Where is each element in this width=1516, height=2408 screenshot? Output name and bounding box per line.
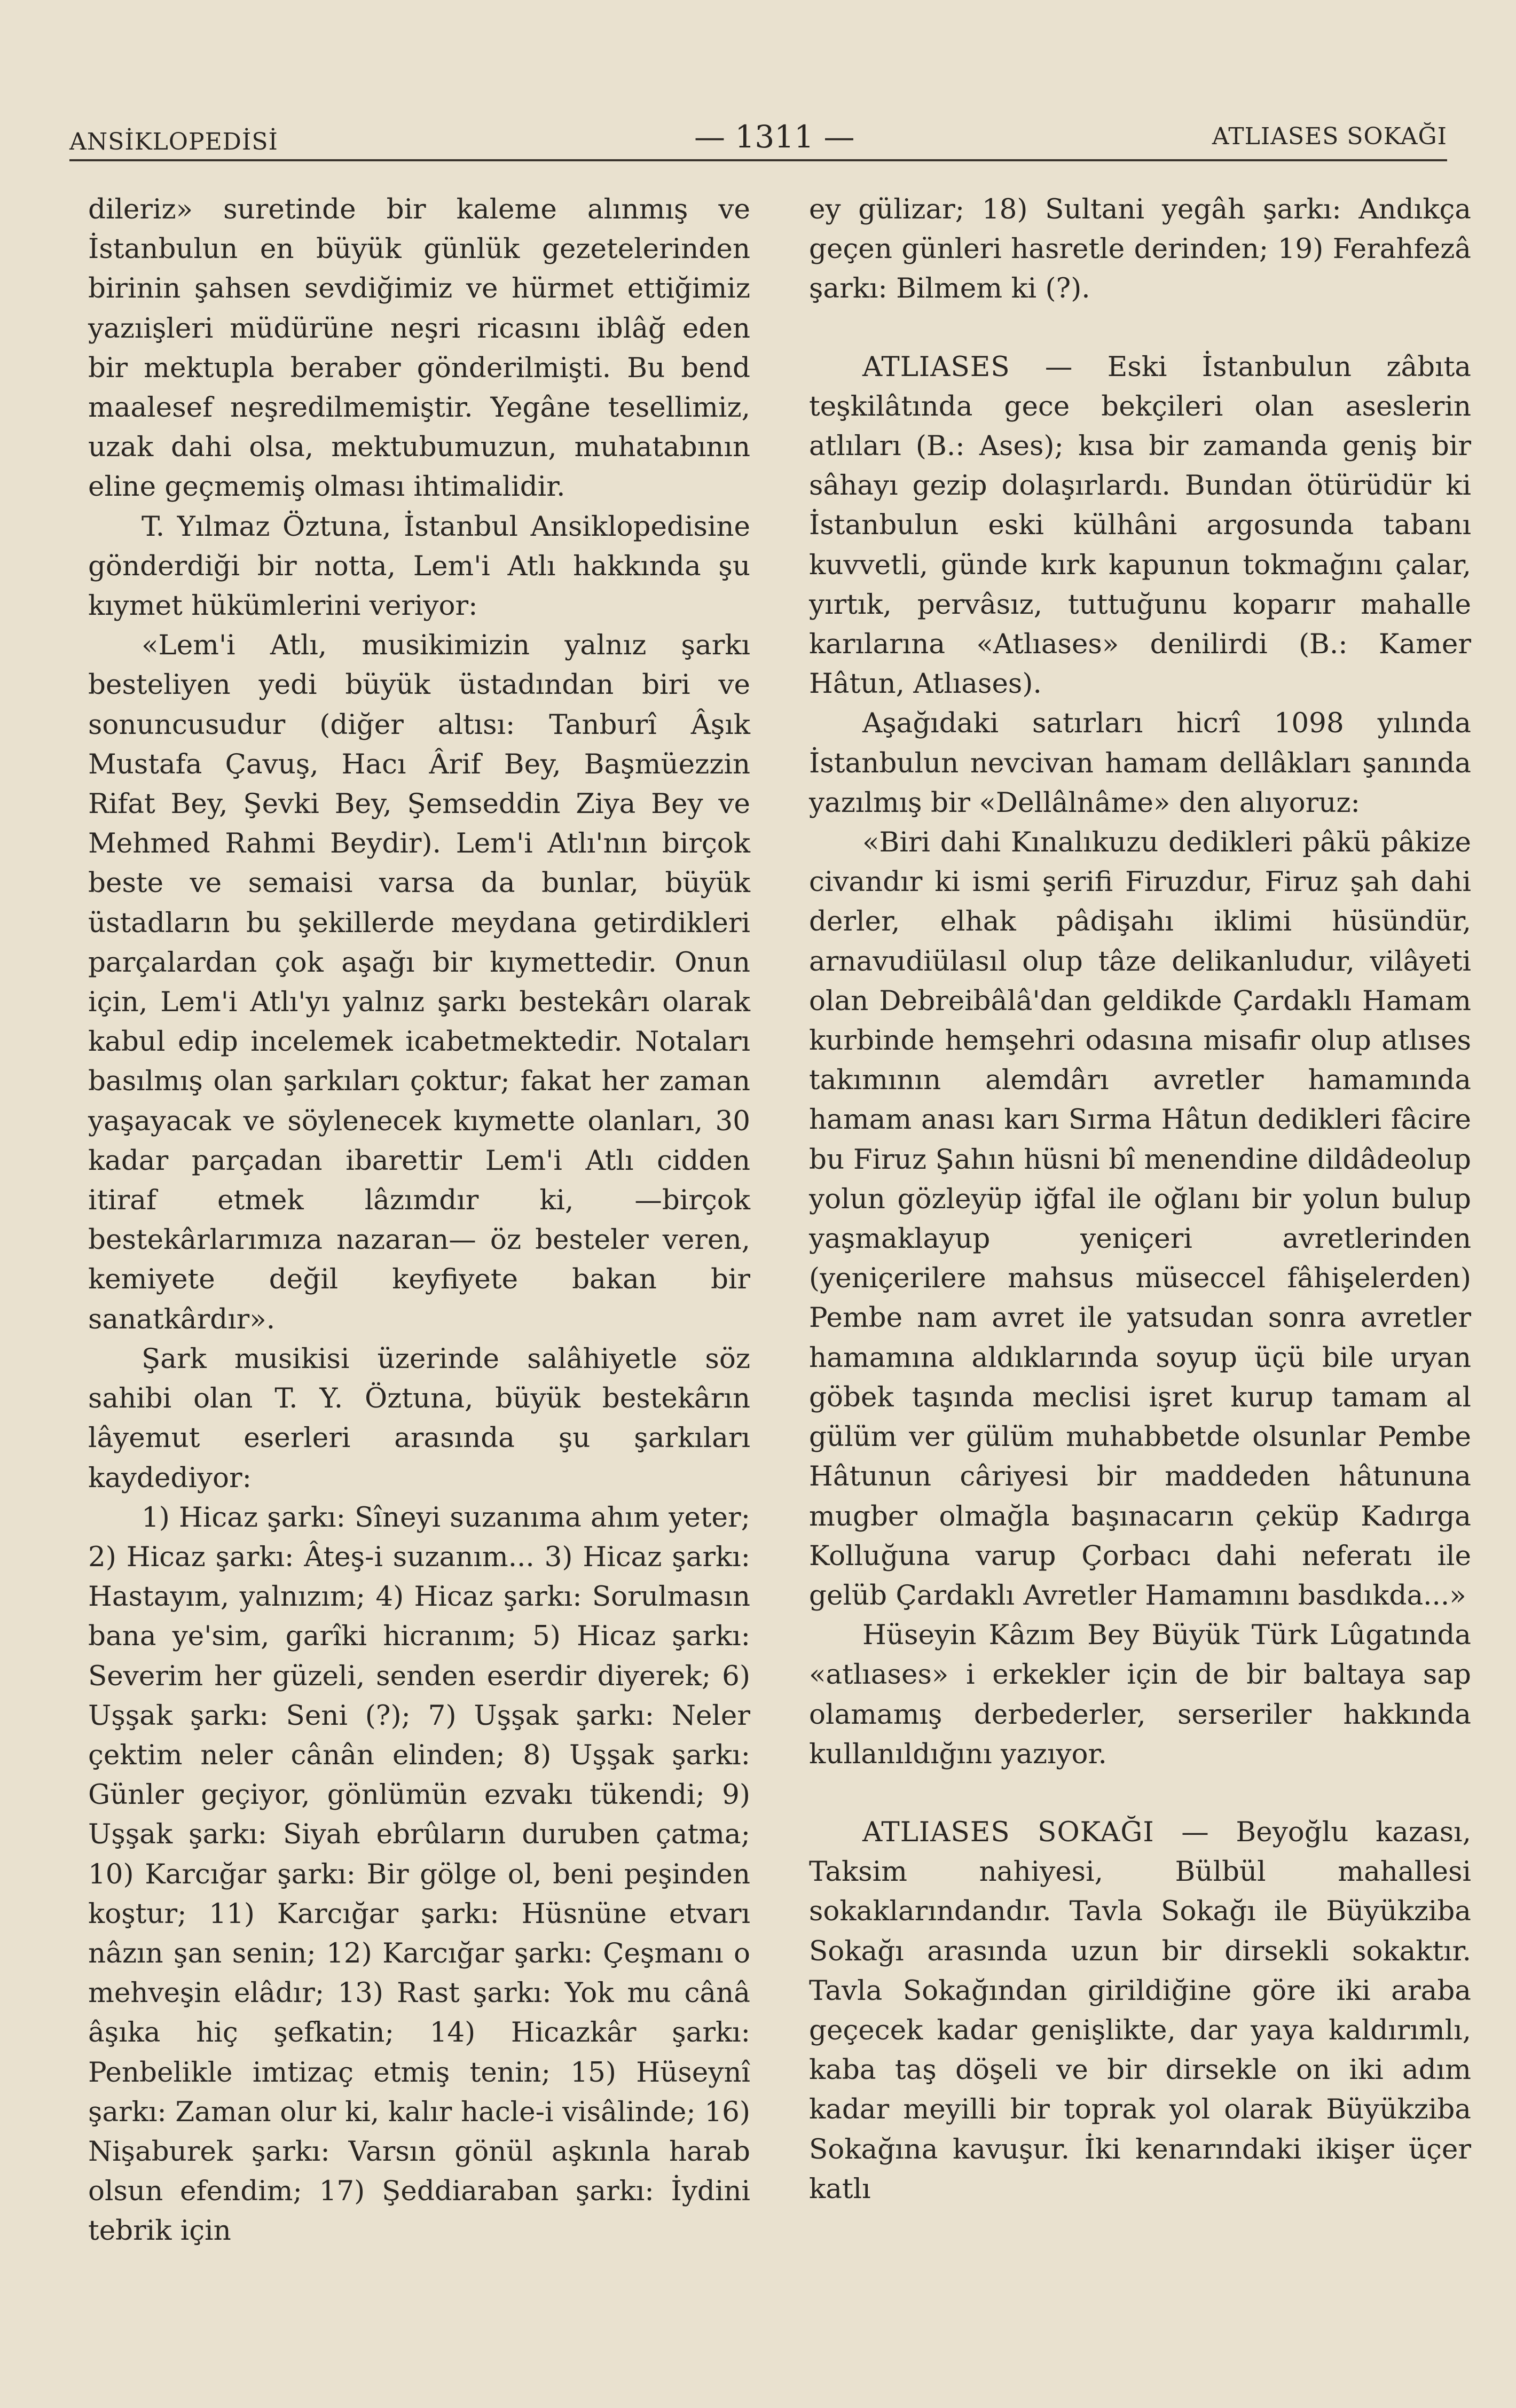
song-list: 1) Hicaz şarkı: Sîneyi suzanıma ahım yeter; 2) Hicaz şarkı: Âteş-i suzanım... 3) Hicaz şarkı: Hastayım, yalnızım; 4) Hicaz şarkı: Sorulmasın bana ye'sim, garîki hicranım; 5) Hicaz şarkı: Severim her güzeli, senden eserdir diyerek; 6) Uşşak şarkı: Seni (?); 7) Uşşak şarkı: Neler çektim neler cânân elinden; 8) Uşşak şarkı: Günler geçiyor, gönlümün ezvakı tükendi; 9) Uşşak şarkı: Siyah ebrûların duruben çatma; 10) Karcığar şarkı: Bir gölge ol, beni peşinden koştur; 11) Karcığar şarkı: Hüsnüne etvarı nâzın şan senin; 12) Karcığar şarkı: Çeşmanı o mehveşin elâdır; 13) Rast şarkı: Yok mu cânâ âşıka hiç şefkatin; 14) Hicazkâr şarkı: Penbelikle imtizaç etmiş tenin; 15) Hüseynî şarkı: Zaman olur ki, kalır hacle-i visâlinde; 16) Nişaburek şarkı: Varsın gönül aşkınla harab olsun efendim; 17) Şeddiaraban şarkı: İydini tebrik için (88, 1501, 750, 2247)
paragraph: ey gülizar; 18) Sultani yegâh şarkı: Andıkça geçen günleri hasretle derinden; 19) Ferahfezâ şarkı: Bilmem ki (?). (809, 193, 1471, 305)
page-number: — 1311 — (694, 119, 855, 155)
entry-headword: ATLIASES (862, 350, 1010, 383)
quote-paragraph: «Biri dahi Kınalıkuzu dedikleri pâkü pâkize civandır ki ismi şerifi Firuzdur, Firuz şah dahi derler, elhak pâdişahı iklimi hüsündür, arnavudiülasıl olup tâze delikanludur, vilâyeti olan Debreibâlâ'dan geldikde Çardaklı Hamam kurbinde hemşehri odasına misafir olup atlıses takımının alemdârı avretler hamamında hamam anası karı Sırma Hâtun dedikleri fâcire bu Firuz Şahın hüsni bî menendine dildâdeolup yolun gözleyüp iğfal ile oğlanı bir yolun bulup yaşmaklayup yeniçeri avretlerinden (yeniçerilere mahsus müseccel fâhişelerden) Pembe nam avret ile yatsudan sonra avretler hamamına aldıklarında soyup üçü bile uryan göbek taşında meclisi işret kurup tamam al gülüm ver gülüm muhabbetde olsunlar Pembe Hâtunun câriyesi bir maddeden hâtununa mugber olmağla başınacarın çeküp Kadırga Kolluğuna varup Çorbacı dahi neferatı ile gelüb Çardaklı Avretler Hamamını basdıkda...» (809, 826, 1471, 1612)
left-column (88, 190, 750, 2251)
header-rule (69, 159, 1447, 161)
entry-atliases-sokagi (809, 1812, 1471, 2209)
paragraph: Aşağıdaki satırları hicrî 1098 yılında İstanbulun nevcivan hamam dellâkları şanında yazılmış bir «Dellâlnâme» den alıyoruz: (809, 707, 1471, 819)
paragraph: dileriz» suretinde bir kaleme alınmış ve İstanbulun en büyük günlük gezetelerinden birinin şahsen sevdiğimiz ve hürmet ettiğimiz yazıişleri müdürüne neşri ricasını iblâğ eden bir mektupla beraber gönderilmişti. Bu bend maalesef neşredilmemiştir. Yegâne tesellimiz, uzak dahi olsa, mektubumuzun, muhatabının eline geçmemiş olması ihtimalidir. (88, 193, 750, 503)
paragraph: Hüseyin Kâzım Bey Büyük Türk Lûgatında «atlıases» i erkekler için de bir baltaya sap olamamış derbederler, serseriler hakkında kullanıldığını yazıyor. (809, 1619, 1471, 1770)
page-header (69, 112, 1447, 155)
entry-atliases (809, 347, 1471, 704)
entry-headword: ATLIASES SOKAĞI (862, 1816, 1154, 1848)
right-column (809, 190, 1471, 2209)
entry-text: — Beyoğlu kazası, Taksim nahiyesi, Bülbül mahallesi sokaklarındandır. Tavla Sokağı ile Büyükziba Sokağı arasında uzun bir dirsekli sokaktır. Tavla Sokağından girildiğine göre iki araba geçecek kadar genişlikte, dar yaya kaldırımlı, kaba taş döşeli ve bir dirsekle on iki adım kadar meyilli bir toprak yol olarak Büyükziba Sokağına kavuşur. İki kenarındaki ikişer üçer katlı (809, 1816, 1471, 2205)
header-encyclopedia-title: ANSİKLOPEDİSİ (69, 128, 278, 155)
quote-paragraph: «Lem'i Atlı, musikimizin yalnız şarkı besteliyen yedi büyük üstadından biri ve sonuncusudur (diğer altısı: Tanburî Âşık Mustafa Çavuş, Hacı Ârif Bey, Başmüezzin Rifat Bey, Şevki Bey, Şemseddin Ziya Bey ve Mehmed Rahmi Beydir). Lem'i Atlı'nın birçok beste ve semaisi varsa da bunlar, büyük üstadların bu şekillerde meydana getirdikleri parçalardan çok aşağı bir kıymettedir. Onun için, Lem'i Atlı'yı yalnız şarkı bestekârı olarak kabul edip incelemek icabetmektedir. Notaları basılmış olan şarkıları çoktur; fakat her zaman yaşayacak ve söylenecek kıymette olanları, 30 kadar parçadan ibarettir Lem'i Atlı cidden itiraf etmek lâzımdır ki, —birçok bestekârlarımıza nazaran— öz besteler veren, kemiyete değil keyfiyete bakan bir sanatkârdır». (88, 629, 750, 1335)
paragraph: Şark musikisi üzerinde salâhiyetle söz sahibi olan T. Y. Öztuna, büyük bestekârın lâyemut eserleri arasında şu şarkıları kaydediyor: (88, 1342, 750, 1494)
paragraph: T. Yılmaz Öztuna, İstanbul Ansiklopedisine gönderdiği bir notta, Lem'i Atlı hakkında şu kıymet hükümlerini veriyor: (88, 510, 750, 622)
entry-text: — Eski İstanbulun zâbıta teşkilâtında gece bekçileri olan aseslerin atlıları (B.: Ases); kısa bir zamanda geniş bir sâhayı gezip dolaşırlardı. Bundan ötürüdür ki İstanbulun eski külhâni argosunda tabanı kuvvetli, günde kırk kapunun tokmağını çalar, yırtık, pervâsız, tuttuğunu koparır mahalle karılarına «Atlıases» denilirdi (B.: Kamer Hâtun, Atlıases). (809, 350, 1471, 700)
header-entry-range: ATLIASES SOKAĞI (1212, 123, 1447, 150)
